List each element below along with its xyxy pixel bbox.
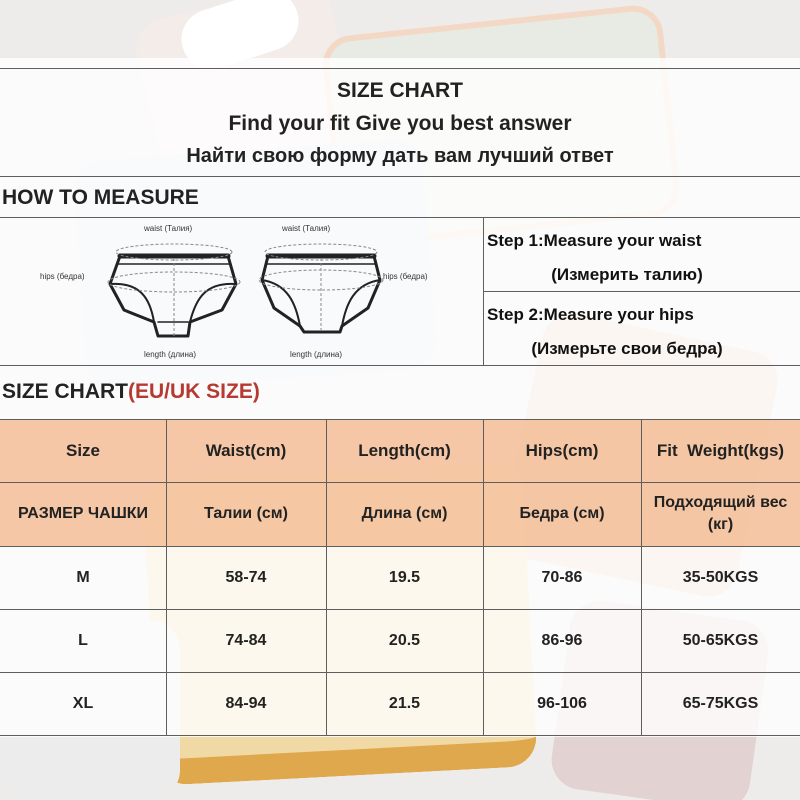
step-2 bbox=[487, 298, 797, 366]
table-cell-hips: 70-86 bbox=[541, 568, 583, 586]
how-to-measure-heading: HOW TO MEASURE bbox=[2, 186, 199, 209]
table-cell-size: XL bbox=[72, 694, 94, 712]
waist-label-left: waist (Талия) bbox=[144, 224, 193, 233]
col-header-waist: Waist(cm) bbox=[205, 440, 287, 460]
step-2-text: Step 2:Measure your hips bbox=[487, 305, 694, 324]
col-header-size-ru: РАЗМЕР ЧАШКИ bbox=[17, 505, 149, 522]
table-cell-waist: 58-74 bbox=[225, 568, 267, 586]
step-2-ru: (Измерьте свои бедра) bbox=[531, 339, 723, 358]
table-cell-length: 20.5 bbox=[388, 631, 421, 649]
table-cell-hips: 86-96 bbox=[541, 631, 583, 649]
table-cell-size: L bbox=[78, 631, 88, 649]
table-cell-waist: 74-84 bbox=[225, 631, 267, 649]
table-cell-length: 21.5 bbox=[388, 694, 421, 712]
table-cell-waist: 84-94 bbox=[225, 694, 267, 712]
brief-full-shape bbox=[110, 256, 236, 336]
col-header-length-ru: Длина (см) bbox=[361, 505, 448, 522]
table-cell-weight: 50-65KGS bbox=[682, 631, 759, 649]
waist-label-right: waist (Талия) bbox=[282, 224, 331, 233]
col-header-length: Length(cm) bbox=[358, 440, 451, 460]
col-header-hips-ru: Бедра (см) bbox=[519, 505, 605, 522]
subtitle-en: Find your fit Give you best answer bbox=[228, 112, 572, 135]
size-chart-heading-accent: (EU/UK SIZE) bbox=[128, 380, 260, 403]
measure-diagram bbox=[0, 218, 483, 364]
col-header-weight: Fit Weight(kgs) bbox=[656, 440, 785, 460]
table-cell-weight: 65-75KGS bbox=[682, 694, 759, 712]
size-chart-heading bbox=[2, 380, 260, 404]
grid-line bbox=[0, 735, 800, 736]
grid-line bbox=[483, 217, 484, 365]
table-cell-hips: 96-106 bbox=[537, 694, 587, 712]
col-header-weight-ru: Подходящий вес (кг) bbox=[653, 494, 788, 533]
length-label-left: length (длина) bbox=[144, 350, 197, 359]
col-header-hips: Hips(cm) bbox=[525, 440, 599, 460]
step-1-ru: (Измерить талию) bbox=[551, 265, 703, 284]
table-cell-length: 19.5 bbox=[388, 568, 421, 586]
step-1 bbox=[487, 224, 797, 292]
col-header-size: Size bbox=[65, 440, 101, 460]
table-cell-size: M bbox=[76, 568, 90, 586]
step-1-text: Step 1:Measure your waist bbox=[487, 231, 702, 250]
hips-label-right: hips (бедра) bbox=[383, 272, 428, 281]
subtitle-ru: Найти свою форму дать вам лучший ответ bbox=[186, 145, 614, 167]
page-title: SIZE CHART bbox=[337, 79, 463, 102]
col-header-waist-ru: Талии (см) bbox=[204, 505, 288, 522]
length-label-right: length (длина) bbox=[290, 350, 343, 359]
table-cell-weight: 35-50KGS bbox=[682, 568, 759, 586]
size-chart-heading-text: SIZE CHART bbox=[2, 380, 128, 403]
grid-line bbox=[0, 68, 800, 69]
hips-label-left: hips (бедра) bbox=[40, 272, 85, 281]
grid-line bbox=[0, 176, 800, 177]
